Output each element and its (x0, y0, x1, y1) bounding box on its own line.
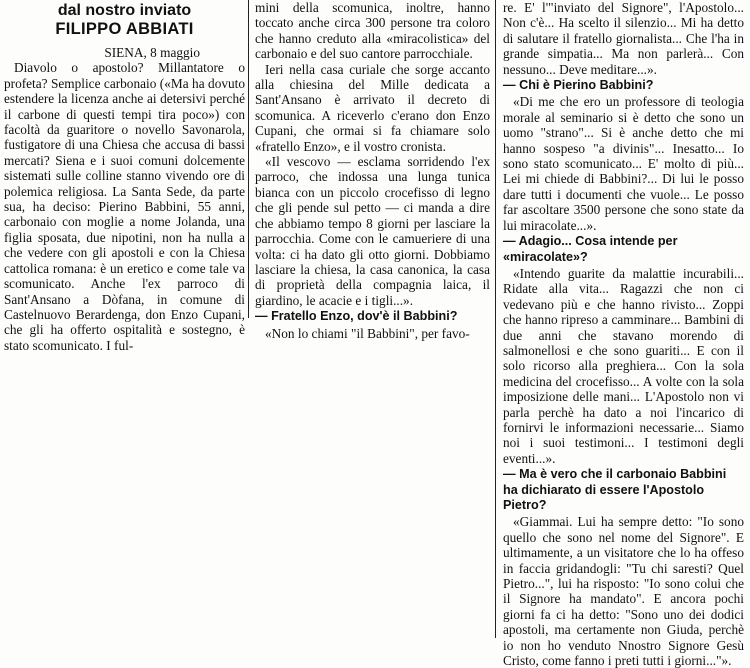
question-subhead: — Fratello Enzo, dov'è il Babbini? (255, 309, 458, 324)
paragraph: «Giammai. Lui ha sempre detto: "Io sono quello che sono nel nome del Signore". E ultimamente, a un visitatore che lo ha offeso in faccia gridandogli: "Tu chi saresti? Quel Pietro...", lui ha risposto: "Io sono colui che il Signore ha mandato". E ancora pochi giorni fa ci ha detto: "Sono uno dei dodici apostoli, ma certamente non Giuda, perchè io non ho venduto Nnostro Signore Gesù Cristo, come fanno i preti tutti i giorni..."». (503, 514, 744, 668)
question-subhead: — Adagio... Cosa intende per «miracolate»? (503, 234, 678, 264)
author-name: FILIPPO ABBIATI (55, 20, 194, 38)
paragraph: Ieri nella casa curiale che sorge accanto alla chiesina del Mille dedicata a Sant'Ansano è arrivato il decreto di scomunica. A riceverlo c'erano don Enzo Cupani, che ormai si fa chiamare solo «fratello Enzo», e il vostro cronista. (255, 61, 490, 154)
paragraph: «Il vescovo — esclama sorridendo l'ex parroco, che indossa una lunga tunica bianca con un piccolo crocefisso di legno che gli pende sul petto — ci manda a dire che abbiamo tempo 8 giorni per lasciare la parrocchia. Come con le camueriere di una volta: ci ha dato gli otto giorni. Dobbiamo lasciare la chiesa, la casa canonica, la casa di proprietà della compagnia laica, il giardino, le acacie e i tigli...». (255, 154, 490, 308)
article-column-3 (503, 0, 744, 668)
question-subhead: — Chi è Pierino Babbini? (503, 78, 654, 93)
paragraph: «Intendo guarite da malattie incurabili... Ridate alla vita... Ragazzi che non ci vedevano più e che hanno rivisto... Zoppi che hanno ripreso a camminare... Bambini di due anni che stavano morendo di salmonellosi e che sono guariti... E con il solo ricorso alla preghiera... Con la sola medicina del crocefisso... A volte con la sola imposizione delle mani... L'Apostolo non vi parla perchè ha dato a noi l'incarico di fornirvi le informazioni necessarie... Siamo noi i suoi testimoni... I testimoni degli eventi...». (503, 265, 744, 466)
dateline: SIENA, 8 maggio (104, 45, 200, 60)
question-subhead: — Ma è vero che il carbonaio Babbini ha dichiarato di essere l'Apostolo Pietro? (503, 467, 727, 512)
column-rule (248, 0, 249, 318)
article-column-2 (255, 0, 490, 341)
byline: dal nostro inviato (57, 2, 192, 19)
column-rule (495, 0, 496, 638)
paragraph: «Non lo chiami "il Babbini", per favo- (265, 325, 470, 341)
paragraph: mini della scomunica, inoltre, hanno toccato anche circa 300 persone tra coloro che hanno creduto alla «miracolistica» del carbonaio e del suo cantore parrocchiale. (255, 0, 490, 62)
paragraph: re. E' l'"inviato del Signore", l'Apostolo... Non c'è... Ha scelto il silenzio... Mi ha detto di salutare il fratello giornalista... Che l'ha in grande simpatia... Ma non parlerà... Con nessuno... Deve meditare...». (503, 0, 744, 77)
article-column-1 (4, 0, 245, 353)
paragraph: Diavolo o apostolo? Millantatore o profeta? Semplice carbonaio («Ma ha dovuto estendere la licenza anche ai detersivi perché il carbone di questi tempi tira poco») con facoltà da guaritore o novello Savonarola, fustigatore di una Chiesa che accusa di bassi mercati? Siena e i suoi comuni dolcemente sistemati sulle colline stanno vivendo ore di polemica religiosa. La Santa Sede, da parte sua, ha deciso: Pierino Babbini, 55 anni, carbonaio con moglie a nome Jolanda, una figlia sposata, due nipotini, non ha nulla a che vedere con gli apostoli e con la Chiesa cattolica romana: è un eretico e come tale va scomunicato. Anche l'ex parroco di Sant'Ansano a Dòfana, in comune di Castelnuovo Berardenga, don Enzo Cupani, che gli ha offerto ospitalità e sostegno, è stato scomunicato. I ful- (4, 60, 245, 353)
paragraph: «Di me che ero un professore di teologia morale al seminario si è detto che sono un uomo "strano"... Si è anche detto che mi hanno sospeso "a divinis"... Inesatto... Io sono stato scomunicato... E' molto di più... Lei mi chiede di Babbini?... Di lui le posso dare tutti i documenti che vuole... Le posso far ascoltare 3500 persone che sono state da lui miracolate...». (503, 94, 744, 233)
